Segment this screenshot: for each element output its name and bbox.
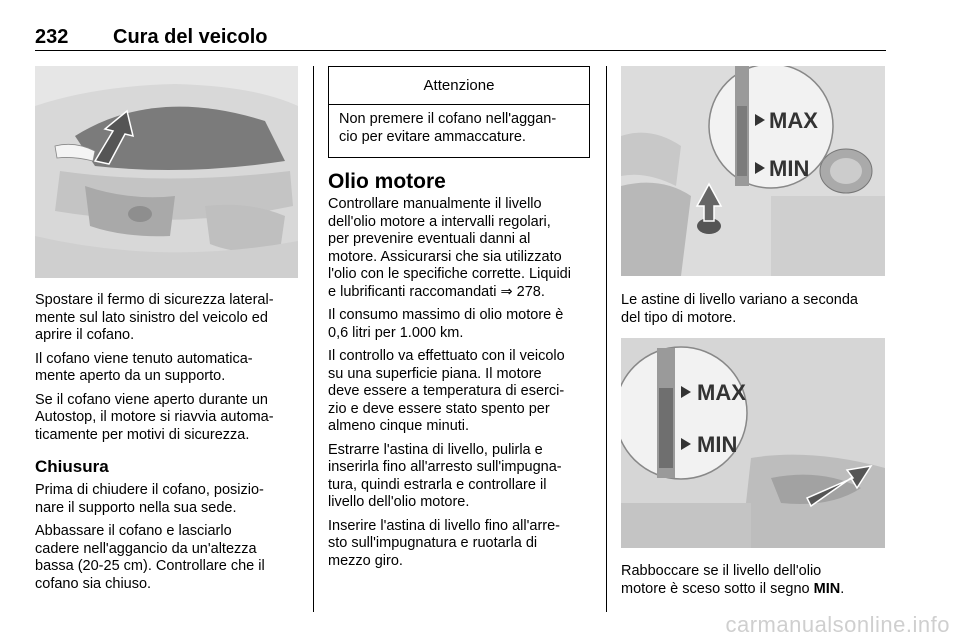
- page-header: [35, 26, 885, 52]
- min-mark-label: MIN: [769, 156, 810, 181]
- left-column: [35, 292, 305, 599]
- section-heading-closing: Chiusura: [35, 457, 109, 476]
- caption-top-up: Rabboccare se il livello dell'olio motore è sceso sotto il segno MIN.: [621, 563, 845, 597]
- paragraph-oil-consumption: Il consumo massimo di olio motore è 0,6 litri per 1.000 km.: [328, 307, 564, 341]
- max-mark-label: MAX: [769, 108, 818, 133]
- min-mark-label-2: MIN: [697, 432, 738, 457]
- chapter-title: Cura del veicolo: [113, 26, 268, 48]
- header-divider: [35, 50, 886, 51]
- notice-body: Non premere il cofano nell'aggan- cio per evitare ammaccature.: [339, 111, 557, 145]
- paragraph-dipstick-read: Estrarre l'astina di livello, pulirla e inserirla fino all'arresto sull'impugna- tura, quindi estrarla e controllare il livello dell'olio motore.: [328, 441, 562, 510]
- paragraph-hood-support: Il cofano viene tenuto automatica- mente aperto da un supporto.: [35, 350, 253, 384]
- notice-title: Attenzione: [329, 67, 589, 105]
- caution-notice: [328, 66, 590, 158]
- page-reference-arrow: ⇒: [500, 283, 513, 300]
- car-front-drawing: [35, 66, 298, 278]
- paragraph-check-conditions: Il controllo va effettuato con il veicolo su una superficie piana. Il motore deve essere a temperatura di eserci- zio e deve essere stato spento per almeno cinque minuti.: [328, 348, 565, 434]
- watermark: carmanualsonline.info: [725, 612, 950, 637]
- column-divider-1: [313, 66, 314, 612]
- paragraph-open-hood: Spostare il fermo di sicurezza lateral- mente sul lato sinistro del veicolo ed aprire il cofano.: [35, 292, 274, 343]
- dipstick-illustration-1: [621, 66, 885, 276]
- paragraph-close-hood: Abbassare il cofano e lasciarlo cadere nell'aggancio da un'altezza bassa (20-25 cm). Controllare che il cofano sia chiuso.: [35, 523, 265, 592]
- section-heading-engine-oil: Olio motore: [328, 170, 446, 193]
- page-reference[interactable]: 278.: [516, 283, 545, 300]
- caption-dipstick-types: Le astine di livello variano a seconda del tipo di motore.: [621, 292, 858, 326]
- min-mark-keyword: MIN: [813, 580, 841, 597]
- max-mark-label-2: MAX: [697, 380, 746, 405]
- page-number: 232: [35, 26, 69, 48]
- middle-column: [328, 170, 596, 576]
- paragraph-dipstick-insert: Inserire l'astina di livello fino all'arre- sto sull'impugnatura e ruotarla di mezzo giro.: [328, 517, 560, 569]
- paragraph-support-position: Prima di chiudere il cofano, posizio- nare il supporto nella sua sede.: [35, 482, 264, 516]
- dipstick-illustration-2: [621, 338, 885, 548]
- hood-illustration: [35, 66, 298, 278]
- paragraph-check-oil: Controllare manualmente il livello dell'olio motore a intervalli regolari, per prevenire eventuali danni al motore. Assicurarsi che sia utilizzato l'olio con le specifiche corrette. Liquidi e lubrificanti raccomandati ⇒ 278.: [328, 196, 571, 300]
- paragraph-autostop: Se il cofano viene aperto durante un Autostop, il motore si riavvia automa- ticamente per motivi di sicurezza.: [35, 391, 274, 443]
- column-divider-2: [606, 66, 607, 612]
